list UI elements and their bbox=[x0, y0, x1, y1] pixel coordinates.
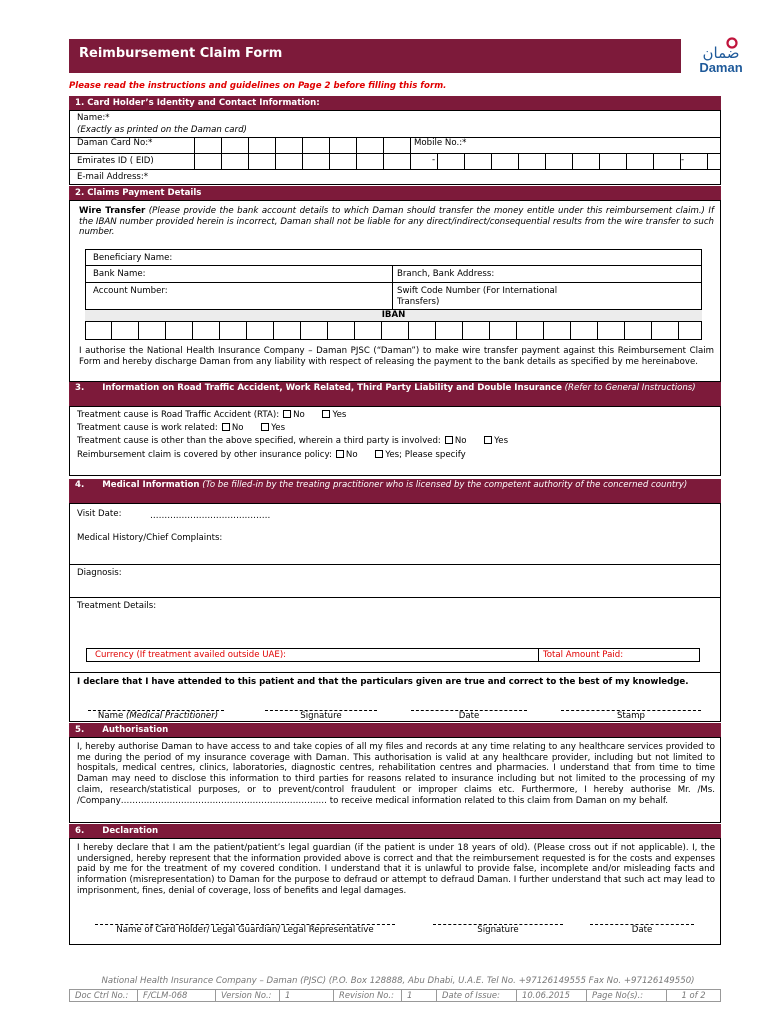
footer-company: National Health Insurance Company – Daman (PJSC) (P.O. Box 128888, Abu Dhabi, U.A.E. Tel No. +97126149555 Fax No. +97126149550) bbox=[101, 976, 695, 986]
logo-arabic: ضمان bbox=[702, 44, 740, 62]
bank-name-field[interactable]: Bank Name: bbox=[93, 269, 146, 279]
section-4-header: 4. Medical Information (To be filled-in by the treating practitioner who is licensed by the competent authority of the concerned country) bbox=[69, 479, 721, 503]
section-2-header: 2. Claims Payment Details bbox=[69, 186, 721, 200]
email-field[interactable]: E-mail Address:* bbox=[77, 172, 149, 182]
treatment-details-field[interactable]: Treatment Details: bbox=[77, 601, 157, 611]
work-no-checkbox[interactable] bbox=[222, 423, 230, 431]
declaration-text: I hereby declare that I am the patient/patient’s legal guardian (if the patient is under 18 years of old). (Please cross out if not applicable). I, the undersigned, hereby represent that the information provided above is correct and that the reimbursement requested is for the costs and expenses paid by me for the treatment of my covered condition. I understand that it is unlawful to provide false, incomplete and/or misleading facts and information (misrepresentation) to Daman for the purpose to defraud or attempt to defraud Daman. I further understand that such act may lead to imprisonment, fines, denial of coverage, loss of benefits and legal damages. bbox=[77, 843, 715, 896]
eid-dash-1: - bbox=[432, 155, 436, 165]
section-5-header: 5. Authorisation bbox=[69, 723, 721, 737]
issue-value: 10.06.2015 bbox=[517, 990, 587, 1001]
sig-practitioner-signature[interactable]: Signature bbox=[300, 711, 342, 721]
card-no-cells[interactable] bbox=[194, 137, 411, 153]
sig-practitioner-date[interactable]: Date bbox=[458, 711, 480, 721]
doc-ctrl-value: F/CLM-068 bbox=[138, 990, 216, 1001]
iban-cells[interactable] bbox=[85, 322, 679, 340]
sig-cardholder-date[interactable]: Date bbox=[631, 925, 653, 935]
card-no-label: Daman Card No:* bbox=[77, 138, 153, 148]
section-6-header: 6. Declaration bbox=[69, 824, 721, 838]
section-1-header: 1. Card Holder’s Identity and Contact Information: bbox=[69, 96, 721, 110]
work-yes-checkbox[interactable] bbox=[261, 423, 269, 431]
doc-control-table bbox=[69, 989, 721, 1002]
version-label: Version No.: bbox=[216, 990, 280, 1001]
rta-no-checkbox[interactable] bbox=[283, 410, 291, 418]
medical-history-field[interactable]: Medical History/Chief Complaints: bbox=[77, 533, 223, 543]
third-party-no-checkbox[interactable] bbox=[445, 436, 453, 444]
revision-label: Revision No.: bbox=[334, 990, 402, 1001]
account-number-field[interactable]: Account Number: bbox=[93, 286, 168, 296]
sig-cardholder-name[interactable]: Name of Card Holder/ Legal Guardian/ Legal Representative bbox=[116, 925, 374, 935]
rta-question: Treatment cause is Road Traffic Accident (RTA): No Yes bbox=[77, 410, 347, 420]
authorisation-text: I, hereby authorise Daman to have access to and take copies of all my files and records at any time relating to any healthcare services provided to me during the period of my insurance coverage with Daman. This authorisation is valid at any healthcare provider, including but not limited to hospitals, medical centres, clinics, laboratories, diagnostic centres, rehabilitation centres and pharmacies. I understand that from time to time Daman may need to disclose this information to third parties for reasons related to insurance including but not limited to the processing of my claim, research/statistical purposes, or to prevent/control fraudulent or improper claims etc. Furthermore, I hereby authorise Mr. /Ms. /Company……………………………………………………………… to receive medical information related to this claim from Daman on my behalf. bbox=[77, 742, 715, 806]
wire-authorisation-text: I authorise the National Health Insurance Company – Daman PJSC (“Daman”) to make wire transfer payment against this Reimbursement Claim Form and hereby discharge Daman from any liability with respect of releasing the payment to the bank details as specified by me hereinabove. bbox=[79, 346, 714, 367]
other-insurance-yes-checkbox[interactable] bbox=[375, 450, 383, 458]
third-party-question: Treatment cause is other than the above specified, wherein a third party is involved: No Yes bbox=[77, 436, 509, 446]
page-label: Page No(s).: bbox=[587, 990, 667, 1001]
sig-practitioner-stamp[interactable]: Stamp bbox=[617, 711, 645, 721]
doc-ctrl-label: Doc Ctrl No.: bbox=[70, 990, 138, 1001]
visit-date-label: Visit Date: bbox=[77, 509, 122, 519]
sig-cardholder-signature[interactable]: Signature bbox=[477, 925, 519, 935]
practitioner-declaration: I declare that I have attended to this patient and that the particulars given are true and correct to the best of my knowledge. bbox=[77, 677, 689, 687]
total-amount-field[interactable]: Total Amount Paid: bbox=[543, 650, 624, 660]
name-field[interactable]: Name:* bbox=[77, 113, 110, 123]
mobile-field[interactable]: Mobile No.:* bbox=[414, 138, 467, 148]
section-3-header: 3. Information on Road Traffic Accident, Work Related, Third Party Liability and Double Insurance (Refer to General Instructions) bbox=[69, 382, 721, 406]
other-insurance-question: Reimbursement claim is covered by other insurance policy: No Yes; Please specify bbox=[77, 450, 466, 460]
eid-label: Emirates ID ( EID) bbox=[77, 156, 154, 166]
wire-transfer-text: Wire Transfer (Please provide the bank account details to which Daman should transfer the money entitle under this reimbursement claim.) If the IBAN number provided herein is incorrect, Daman shall not be liable for any direct/indirect/consequential results from the wire transfer to such number. bbox=[79, 206, 714, 238]
eid-cells[interactable] bbox=[194, 153, 708, 169]
issue-label: Date of Issue: bbox=[437, 990, 517, 1001]
version-value: 1 bbox=[280, 990, 334, 1001]
name-hint: (Exactly as printed on the Daman card) bbox=[77, 125, 247, 135]
logo-text: Daman bbox=[699, 60, 743, 75]
iban-header: IBAN bbox=[85, 309, 702, 322]
diagnosis-field[interactable]: Diagnosis: bbox=[77, 568, 122, 578]
branch-field[interactable]: Branch, Bank Address: bbox=[397, 269, 495, 279]
instructions-notice: Please read the instructions and guidelines on Page 2 before filling this form. bbox=[69, 81, 447, 91]
eid-dash-2: - bbox=[681, 155, 685, 165]
revision-value: 1 bbox=[402, 990, 437, 1001]
other-insurance-no-checkbox[interactable] bbox=[336, 450, 344, 458]
page-value: 1 of 2 bbox=[681, 990, 706, 1000]
beneficiary-field[interactable]: Beneficiary Name: bbox=[93, 253, 173, 263]
rta-yes-checkbox[interactable] bbox=[322, 410, 330, 418]
visit-date-field[interactable]: …………………………………… bbox=[150, 511, 271, 521]
sig-practitioner-name[interactable]: Name (Medical Practitioner) bbox=[97, 711, 219, 721]
swift-field[interactable]: Swift Code Number (For International Transfers) bbox=[397, 286, 558, 307]
form-title: Reimbursement Claim Form bbox=[79, 46, 283, 61]
currency-field[interactable]: Currency (If treatment availed outside UAE): bbox=[95, 650, 287, 660]
third-party-yes-checkbox[interactable] bbox=[484, 436, 492, 444]
work-question: Treatment cause is work related: No Yes bbox=[77, 423, 286, 433]
